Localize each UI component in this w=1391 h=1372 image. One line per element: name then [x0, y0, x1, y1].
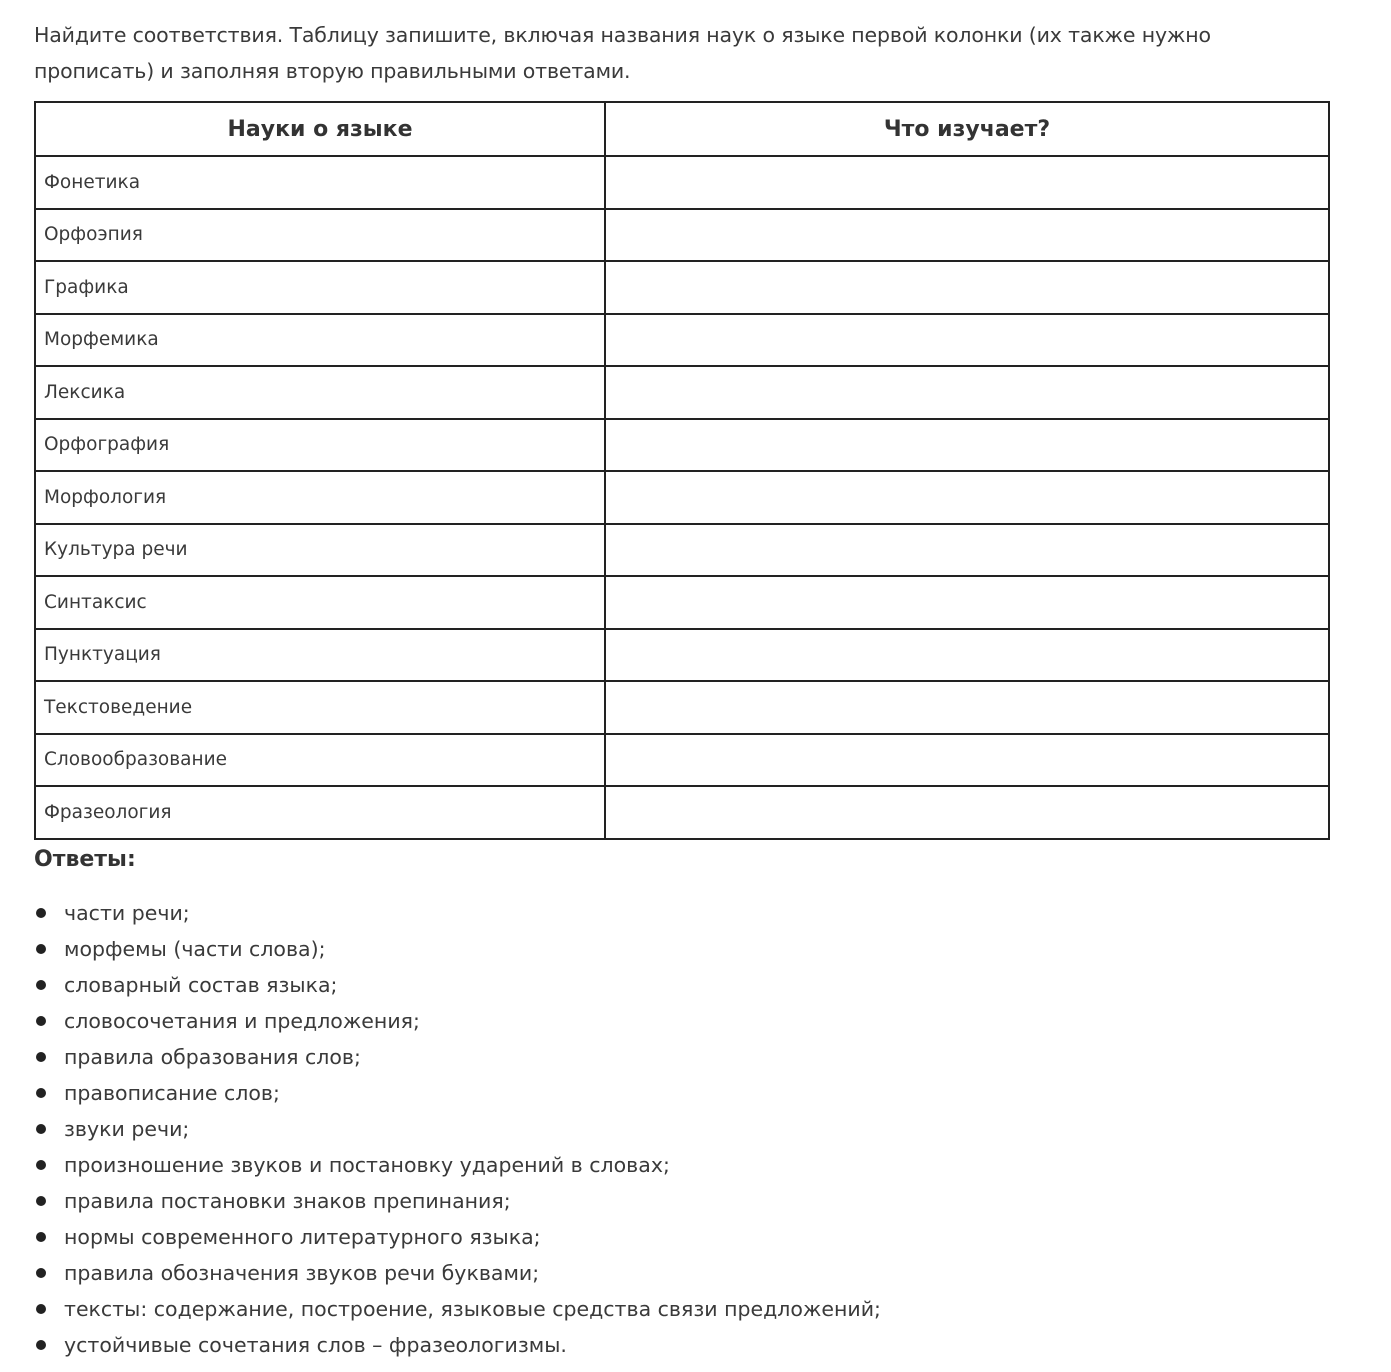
- answer-item: [34, 931, 881, 967]
- answer-cell[interactable]: [605, 681, 1329, 734]
- answer-text: правила обозначения звуков речи буквами;: [64, 1261, 540, 1285]
- answer-cell[interactable]: [605, 261, 1329, 314]
- answer-item: [34, 1255, 881, 1291]
- science-name-cell: Текстоведение: [35, 681, 605, 734]
- bullet-icon: [36, 980, 46, 990]
- answer-text: звуки речи;: [64, 1117, 190, 1141]
- table-row: [35, 576, 1329, 629]
- science-name-cell: Морфология: [35, 471, 605, 524]
- answer-cell[interactable]: [605, 419, 1329, 472]
- answer-cell[interactable]: [605, 629, 1329, 682]
- table-header-row: [35, 102, 1329, 156]
- bullet-icon: [36, 1268, 46, 1278]
- answer-item: [34, 1147, 881, 1183]
- answer-text: правила постановки знаков препинания;: [64, 1189, 511, 1213]
- answer-cell[interactable]: [605, 471, 1329, 524]
- bullet-icon: [36, 908, 46, 918]
- answer-text: устойчивые сочетания слов – фразеологизмы.: [64, 1333, 567, 1357]
- table-row: [35, 734, 1329, 787]
- bullet-icon: [36, 1340, 46, 1350]
- table-row: [35, 524, 1329, 577]
- answer-cell[interactable]: [605, 314, 1329, 367]
- answer-cell[interactable]: [605, 209, 1329, 262]
- answer-text: тексты: содержание, построение, языковые средства связи предложений;: [64, 1297, 881, 1321]
- table-row: [35, 314, 1329, 367]
- table-row: [35, 261, 1329, 314]
- answer-item: [34, 895, 881, 931]
- answer-item: [34, 1003, 881, 1039]
- answer-item: [34, 1111, 881, 1147]
- table-row: [35, 786, 1329, 839]
- answer-text: морфемы (части слова);: [64, 937, 326, 961]
- table-row: [35, 419, 1329, 472]
- bullet-icon: [36, 1304, 46, 1314]
- answers-title: Ответы:: [34, 847, 136, 872]
- science-name-cell: Орфография: [35, 419, 605, 472]
- bullet-icon: [36, 1016, 46, 1026]
- science-name-cell: Культура речи: [35, 524, 605, 577]
- answer-cell[interactable]: [605, 524, 1329, 577]
- answer-text: правила образования слов;: [64, 1045, 361, 1069]
- header-sciences: Науки о языке: [35, 102, 605, 156]
- table-row: [35, 629, 1329, 682]
- answer-text: правописание слов;: [64, 1081, 280, 1105]
- bullet-icon: [36, 1052, 46, 1062]
- science-name-cell: Морфемика: [35, 314, 605, 367]
- science-name-cell: Лексика: [35, 366, 605, 419]
- science-name-cell: Фразеология: [35, 786, 605, 839]
- bullet-icon: [36, 1196, 46, 1206]
- table-row: [35, 681, 1329, 734]
- answer-item: [34, 1183, 881, 1219]
- answer-cell[interactable]: [605, 156, 1329, 209]
- answers-list: [34, 895, 881, 1363]
- answer-cell[interactable]: [605, 786, 1329, 839]
- answer-item: [34, 1219, 881, 1255]
- document-page: [34, 0, 1328, 1357]
- bullet-icon: [36, 944, 46, 954]
- answer-cell[interactable]: [605, 366, 1329, 419]
- table-row: [35, 471, 1329, 524]
- answer-text: словосочетания и предложения;: [64, 1009, 420, 1033]
- answer-cell[interactable]: [605, 576, 1329, 629]
- science-name-cell: Синтаксис: [35, 576, 605, 629]
- task-instruction: Найдите соответствия. Таблицу запишите, включая названия наук о языке первой колонки (их также нужно прописать) и заполняя вторую правильными ответами.: [34, 23, 1211, 83]
- science-name-cell: Пунктуация: [35, 629, 605, 682]
- bullet-icon: [36, 1160, 46, 1170]
- answer-text: нормы современного литературного языка;: [64, 1225, 541, 1249]
- answer-text: словарный состав языка;: [64, 973, 338, 997]
- answer-item: [34, 1291, 881, 1327]
- table-row: [35, 366, 1329, 419]
- table-body: [35, 156, 1329, 839]
- bullet-icon: [36, 1232, 46, 1242]
- answer-item: [34, 967, 881, 1003]
- answer-item: [34, 1327, 881, 1363]
- answer-item: [34, 1075, 881, 1111]
- bullet-icon: [36, 1088, 46, 1098]
- science-name-cell: Словообразование: [35, 734, 605, 787]
- science-name-cell: Графика: [35, 261, 605, 314]
- sciences-table: [34, 101, 1330, 840]
- header-what-studies: Что изучает?: [605, 102, 1329, 156]
- answer-text: произношение звуков и постановку ударений в словах;: [64, 1153, 670, 1177]
- answer-text: части речи;: [64, 901, 190, 925]
- answer-item: [34, 1039, 881, 1075]
- science-name-cell: Орфоэпия: [35, 209, 605, 262]
- bullet-icon: [36, 1124, 46, 1134]
- table-row: [35, 156, 1329, 209]
- answer-cell[interactable]: [605, 734, 1329, 787]
- table-row: [35, 209, 1329, 262]
- science-name-cell: Фонетика: [35, 156, 605, 209]
